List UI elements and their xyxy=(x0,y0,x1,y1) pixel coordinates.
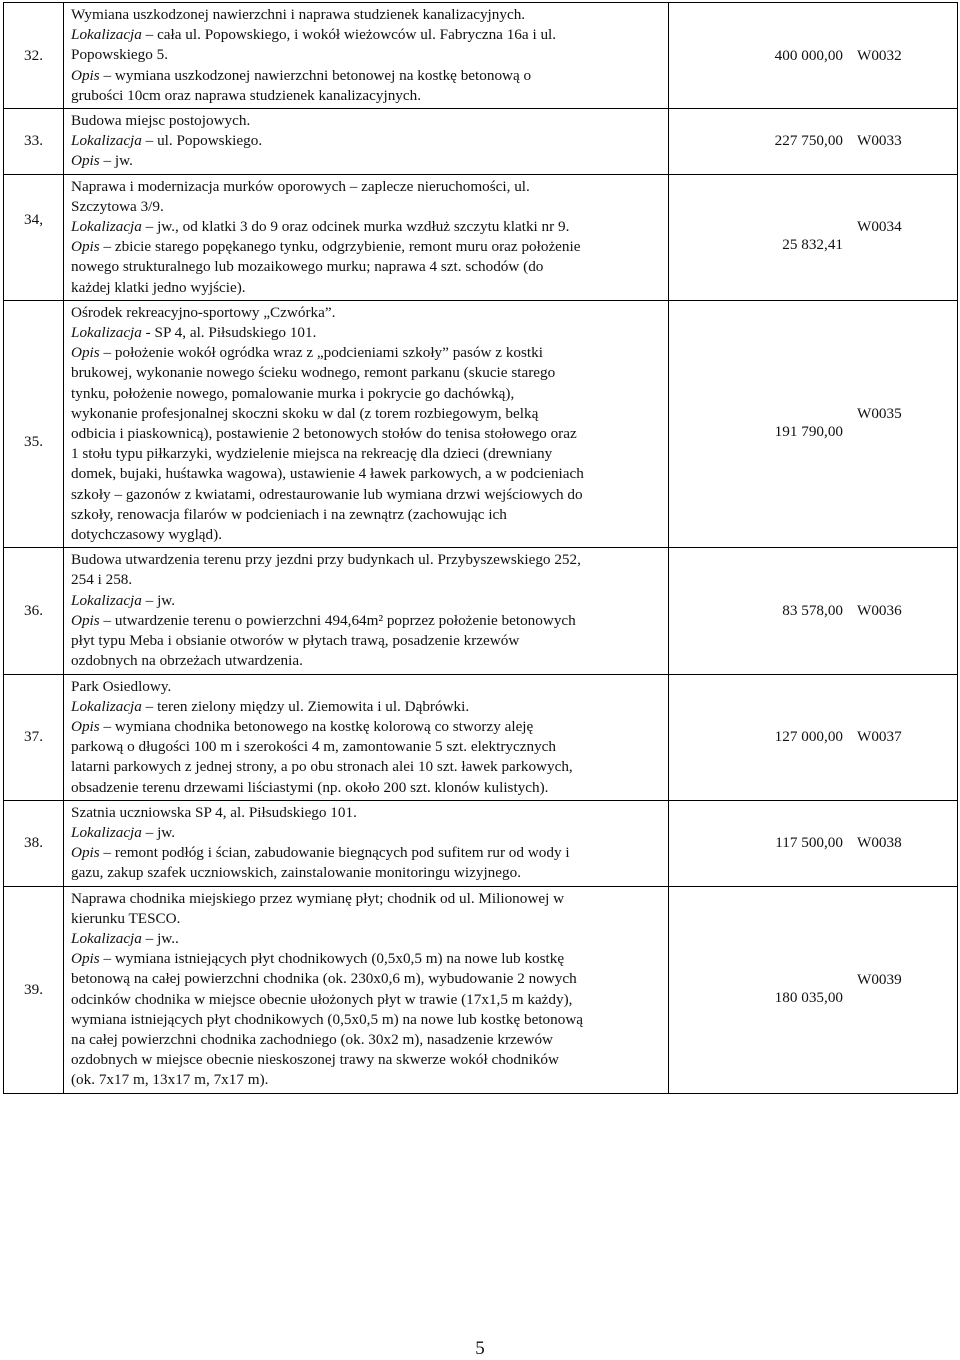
amount-cell xyxy=(669,300,958,547)
description-line xyxy=(71,257,664,277)
field-text: latarni parkowych z jednej strony, a po obu stronach alei 10 szt. ławek parkowych, xyxy=(71,758,573,776)
field-text: Budowa miejsc postojowych. xyxy=(71,112,251,130)
description-line xyxy=(71,505,664,525)
field-text: szkoły, renowacja filarów w podcieniach i na zewnątrz (zachowując ich xyxy=(71,505,507,523)
table-row xyxy=(4,800,958,886)
field-text: – jw. xyxy=(141,823,176,841)
field-label: Opis xyxy=(71,66,100,84)
description-line xyxy=(71,677,664,697)
description-cell xyxy=(64,886,669,1093)
amount-cell xyxy=(669,3,958,109)
description-line xyxy=(71,303,664,323)
field-text: płyt typu Meba i obsianie otworów w płytach trawą, posadzenie krzewów xyxy=(71,632,520,650)
description-cell xyxy=(64,548,669,674)
amount-cell xyxy=(669,886,958,1093)
row-number: 38. xyxy=(24,834,43,852)
field-text: – jw.. xyxy=(141,929,179,947)
description-line xyxy=(71,778,664,798)
amount-cell xyxy=(669,548,958,674)
description-line xyxy=(71,323,664,343)
field-text: 1 stołu typu piłkarzyki, wydzielenie miejsca na rekreację dla dzieci (drewniany xyxy=(71,445,553,463)
field-text: – utwardzenie terenu o powierzchni 494,64m² poprzez położenie betonowych xyxy=(99,611,576,629)
field-label: Lokalizacja xyxy=(71,218,142,236)
amount-value: 180 035,00 xyxy=(774,988,843,1006)
amount-group xyxy=(669,602,957,620)
description-line xyxy=(71,863,664,883)
description-line xyxy=(71,1010,664,1030)
description-line xyxy=(71,570,664,590)
row-number: 35. xyxy=(24,433,43,451)
amount-group xyxy=(669,728,957,746)
description-line xyxy=(71,990,664,1010)
amount-cell xyxy=(669,109,958,175)
field-text: – ul. Popowskiego. xyxy=(141,132,263,150)
description-line xyxy=(71,404,664,424)
description-line xyxy=(71,444,664,464)
description-line xyxy=(71,25,664,45)
field-label: Opis xyxy=(71,344,100,362)
description-cell xyxy=(64,300,669,547)
field-text: ozdobnych na obrzeżach utwardzenia. xyxy=(71,652,303,670)
description-line xyxy=(71,843,664,863)
task-code: W0033 xyxy=(857,132,902,150)
amount-group xyxy=(669,132,957,150)
amount-group xyxy=(669,834,957,852)
table-row xyxy=(4,674,958,800)
row-number-cell xyxy=(4,674,64,800)
field-text: – zbicie starego popękanego tynku, odgrzybienie, remont muru oraz położenie xyxy=(99,238,581,256)
amount-group xyxy=(669,970,957,1006)
field-text: Szczytowa 3/9. xyxy=(71,197,164,215)
amount-value: 117 500,00 xyxy=(775,834,843,852)
description-cell xyxy=(64,109,669,175)
description-line xyxy=(71,86,664,106)
field-text: – wymiana uszkodzonej nawierzchni betonowej na kostkę betonową o xyxy=(99,66,532,84)
row-number-cell xyxy=(4,886,64,1093)
field-label: Opis xyxy=(71,152,100,170)
amount-value: 83 578,00 xyxy=(782,601,843,619)
description-line xyxy=(71,151,664,171)
row-number-cell xyxy=(4,174,64,300)
description-line xyxy=(71,278,664,298)
description-line xyxy=(71,909,664,929)
field-label: Lokalizacja xyxy=(71,929,142,947)
amount-value: 127 000,00 xyxy=(774,728,843,746)
field-label: Opis xyxy=(71,844,100,862)
row-number-cell xyxy=(4,548,64,674)
field-label: Lokalizacja xyxy=(71,132,142,150)
description-line xyxy=(71,651,664,671)
page-number: 5 xyxy=(475,1338,485,1359)
field-text: domek, bujaki, huśtawka wagowa), ustawienie 4 ławek parkowych, a w podcieniach xyxy=(71,465,584,483)
description-line xyxy=(71,424,664,444)
description-line xyxy=(71,1050,664,1070)
description-line xyxy=(71,949,664,969)
table-row xyxy=(4,174,958,300)
field-text: betonową na całej powierzchni chodnika (ok. 230x0,6 m), wybudowanie 2 nowych xyxy=(71,970,577,988)
row-number-cell xyxy=(4,300,64,547)
field-label: Lokalizacja xyxy=(71,324,142,342)
field-label: Lokalizacja xyxy=(71,697,142,715)
task-code: W0035 xyxy=(857,405,902,423)
field-label: Opis xyxy=(71,717,100,735)
row-number: 32. xyxy=(24,46,43,64)
amount-cell xyxy=(669,674,958,800)
amount-value: 25 832,41 xyxy=(782,236,843,254)
description-line xyxy=(71,464,664,484)
task-code: W0032 xyxy=(857,46,902,64)
investment-table xyxy=(3,2,958,1094)
field-text: – wymiana chodnika betonowego na kostkę kolorową co stworzy aleję xyxy=(99,717,534,735)
description-line xyxy=(71,45,664,65)
task-code: W0038 xyxy=(857,834,902,852)
amount-group xyxy=(669,405,957,441)
field-text: Park Osiedlowy. xyxy=(71,677,172,695)
field-text: odbicia i piaskownicą), postawienie 2 betonowych stołów do tenisa stołowego oraz xyxy=(71,425,577,443)
row-number: 36. xyxy=(24,601,43,619)
field-text: – położenie wokół ogródka wraz z „podcieniami szkoły” pasów z kostki xyxy=(99,344,543,362)
description-line xyxy=(71,237,664,257)
field-text: 254 i 258. xyxy=(71,571,133,589)
table-row xyxy=(4,109,958,175)
amount-group xyxy=(669,218,957,254)
row-number-cell xyxy=(4,3,64,109)
description-line xyxy=(71,757,664,777)
field-label: Opis xyxy=(71,611,100,629)
amount-value: 227 750,00 xyxy=(774,132,843,150)
amount-value: 191 790,00 xyxy=(774,423,843,441)
field-text: każdej klatki jedno wyjście). xyxy=(71,278,246,296)
description-line xyxy=(71,717,664,737)
field-text: tynku, położenie nowego, pomalowanie murka i pokrycie go dachówką), xyxy=(71,384,515,402)
field-text: Naprawa chodnika miejskiego przez wymianę płyt; chodnik od ul. Milionowej w xyxy=(71,889,565,907)
description-line xyxy=(71,343,664,363)
field-text: – wymiana istniejących płyt chodnikowych (0,5x0,5 m) na nowe lub kostkę xyxy=(99,950,565,968)
description-line xyxy=(71,5,664,25)
description-line xyxy=(71,969,664,989)
description-line xyxy=(71,177,664,197)
task-code: W0034 xyxy=(857,218,902,236)
field-text: grubości 10cm oraz naprawa studzienek kanalizacyjnych. xyxy=(71,86,422,104)
description-line xyxy=(71,1070,664,1090)
table-row xyxy=(4,548,958,674)
field-text: – teren zielony między ul. Ziemowita i ul. Dąbrówki. xyxy=(141,697,470,715)
field-label: Lokalizacja xyxy=(71,26,142,44)
task-code: W0036 xyxy=(857,601,902,619)
field-text: wykonanie profesjonalnej skoczni skoku w dal (z torem rozbiegowym, belką xyxy=(71,404,539,422)
field-text: obsadzenie terenu drzewami liściastymi (np. około 200 szt. klonów kulistych). xyxy=(71,778,549,796)
description-line xyxy=(71,384,664,404)
description-line xyxy=(71,197,664,217)
amount-value: 400 000,00 xyxy=(774,46,843,64)
description-line xyxy=(71,217,664,237)
description-line xyxy=(71,525,664,545)
field-text: – jw., od klatki 3 do 9 oraz odcinek murka wzdłuż szczytu klatki nr 9. xyxy=(141,218,570,236)
field-label: Lokalizacja xyxy=(71,823,142,841)
field-text: – remont podłóg i ścian, zabudowanie biegnących pod sufitem rur od wody i xyxy=(99,844,570,862)
description-line xyxy=(71,550,664,570)
task-code: W0039 xyxy=(857,970,902,988)
field-text: nowego strukturalnego lub mozaikowego murku; naprawa 4 szt. schodów (do xyxy=(71,258,544,276)
row-number: 33. xyxy=(24,132,43,150)
description-line xyxy=(71,591,664,611)
description-line xyxy=(71,111,664,131)
field-text: kierunku TESCO. xyxy=(71,909,181,927)
table-row xyxy=(4,300,958,547)
description-line xyxy=(71,631,664,651)
row-number: 37. xyxy=(24,728,43,746)
field-text: – cała ul. Popowskiego, i wokół wieżowców ul. Fabryczna 16a i ul. xyxy=(141,26,557,44)
field-text: – jw. xyxy=(99,152,133,170)
row-number: 34, xyxy=(24,210,43,228)
row-number-cell xyxy=(4,109,64,175)
field-text: na całej powierzchni chodnika zachodniego (ok. 30x2 m), nasadzenie krzewów xyxy=(71,1030,554,1048)
field-text: Naprawa i modernizacja murków oporowych – zaplecze nieruchomości, ul. xyxy=(71,177,530,195)
description-line xyxy=(71,803,664,823)
field-text: - SP 4, al. Piłsudskiego 101. xyxy=(141,324,317,342)
description-line xyxy=(71,611,664,631)
field-text: brukowej, wykonanie nowego ścieku wodnego, remont parkanu (skucie starego xyxy=(71,364,556,382)
field-text: szkoły – gazonów z kwiatami, odrestaurowanie lub wymiana drzwi wejściowych do xyxy=(71,485,583,503)
description-line xyxy=(71,823,664,843)
description-line xyxy=(71,485,664,505)
description-cell xyxy=(64,3,669,109)
field-text: (ok. 7x17 m, 13x17 m, 7x17 m). xyxy=(71,1071,269,1089)
field-text: Popowskiego 5. xyxy=(71,46,169,64)
description-cell xyxy=(64,800,669,886)
description-line xyxy=(71,131,664,151)
field-text: gazu, zakup szafek uczniowskich, zainstalowanie monitoringu wizyjnego. xyxy=(71,864,521,882)
amount-group xyxy=(669,47,957,65)
field-text: odcinków chodnika w miejsce obecnie ułożonych płyt w trawie (17x1,5 m każdy), xyxy=(71,990,573,1008)
field-label: Opis xyxy=(71,950,100,968)
field-text: – jw. xyxy=(141,591,176,609)
description-cell xyxy=(64,174,669,300)
investment-table-body xyxy=(4,3,958,1094)
field-text: parkową o długości 100 m i szerokości 4 m, zamontowanie 5 szt. elektrycznych xyxy=(71,738,557,756)
amount-cell xyxy=(669,800,958,886)
row-number: 39. xyxy=(24,980,43,998)
field-text: Budowa utwardzenia terenu przy jezdni przy budynkach ul. Przybyszewskiego 252, xyxy=(71,551,581,569)
field-text: ozdobnych w miejsce obecnie nieskoszonej trawy na skwerze wokół chodników xyxy=(71,1051,559,1069)
description-line xyxy=(71,737,664,757)
field-text: Ośrodek rekreacyjno-sportowy „Czwórka”. xyxy=(71,303,336,321)
field-label: Opis xyxy=(71,238,100,256)
field-text: dotychczasowy wygląd). xyxy=(71,526,222,544)
field-text: wymiana istniejących płyt chodnikowych (0,5x0,5 m) na nowe lub kostkę betonową xyxy=(71,1010,584,1028)
field-text: Wymiana uszkodzonej nawierzchni i naprawa studzienek kanalizacyjnych. xyxy=(71,6,526,23)
row-number-cell xyxy=(4,800,64,886)
description-cell xyxy=(64,674,669,800)
table-row xyxy=(4,886,958,1093)
description-line xyxy=(71,363,664,383)
amount-cell xyxy=(669,174,958,300)
description-line xyxy=(71,66,664,86)
description-line xyxy=(71,697,664,717)
table-row xyxy=(4,3,958,109)
field-label: Lokalizacja xyxy=(71,591,142,609)
field-text: Szatnia uczniowska SP 4, al. Piłsudskiego 101. xyxy=(71,803,357,821)
description-line xyxy=(71,929,664,949)
description-line xyxy=(71,889,664,909)
task-code: W0037 xyxy=(857,728,902,746)
description-line xyxy=(71,1030,664,1050)
